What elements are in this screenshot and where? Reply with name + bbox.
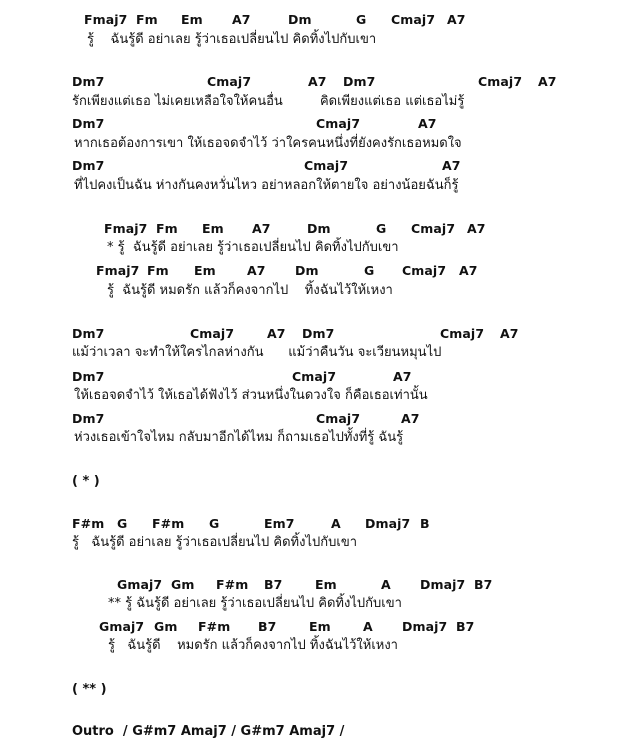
chord-label: F#m — [72, 516, 105, 531]
lyric-line: รักเพียงแต่เธอ ไม่เคยเหลือใจให้คนอื่น คิดเพียงแต่เธอ แต่เธอไม่รู้ — [72, 94, 465, 109]
lyric-line: รู้ ฉันรู้ดี หมดรัก แล้วก็คงจากไป ทิ้งฉันไว้ให้เหงา — [108, 638, 398, 653]
chord-label: A7 — [418, 116, 437, 131]
chord-label: Cmaj7 — [402, 263, 447, 278]
lyric-line: ห่วงเธอเข้าใจไหม กลับมาอีกได้ไหม ก็ถามเธอไปทั้งที่รู้ ฉันรู้ — [74, 430, 404, 445]
chord-label: Cmaj7 — [411, 221, 456, 236]
chord-label: Em — [309, 619, 331, 634]
section-marker: ( ** ) — [72, 682, 107, 697]
chord-label: Dmaj7 — [402, 619, 448, 634]
chord-label: Cmaj7 — [304, 158, 349, 173]
chord-label: G — [364, 263, 375, 278]
chord-label: G — [209, 516, 220, 531]
chord-label: A7 — [401, 411, 420, 426]
chord-label: G — [376, 221, 387, 236]
chord-label: F#m — [198, 619, 231, 634]
chord-label: Fm — [156, 221, 178, 236]
chord-label: B7 — [474, 577, 493, 592]
chord-label: Dm7 — [72, 369, 105, 384]
lyric-line: รู้ ฉันรู้ดี อย่าเลย รู้ว่าเธอเปลี่ยนไป คิดทิ้งไปกับเขา — [72, 535, 358, 550]
chord-label: Dm — [295, 263, 319, 278]
chord-label: Gm — [171, 577, 195, 592]
chord-label: A — [331, 516, 341, 531]
chord-label: Fmaj7 — [84, 12, 128, 27]
chord-label: Gm — [154, 619, 178, 634]
chord-label: Cmaj7 — [316, 411, 361, 426]
chord-label: Em — [181, 12, 203, 27]
chord-label: A7 — [232, 12, 251, 27]
lyric-line: รู้ ฉันรู้ดี หมดรัก แล้วก็คงจากไป ทิ้งฉันไว้ให้เหงา — [107, 283, 393, 298]
chord-label: A7 — [267, 326, 286, 341]
chord-label: A7 — [308, 74, 327, 89]
chord-label: A — [363, 619, 373, 634]
chord-label: A7 — [467, 221, 486, 236]
chord-label: A7 — [252, 221, 271, 236]
section-marker: ( * ) — [72, 474, 100, 489]
chord-label: Em — [202, 221, 224, 236]
lyric-line: หากเธอต้องการเขา ให้เธอจดจำไว้ ว่าใครคนหนึ่งที่ยังคงรักเธอหมดใจ — [74, 136, 462, 151]
chord-label: Em — [194, 263, 216, 278]
chord-label: Cmaj7 — [440, 326, 485, 341]
chord-label: Fmaj7 — [96, 263, 140, 278]
chord-label: A7 — [247, 263, 266, 278]
chord-label: Dm7 — [72, 326, 105, 341]
lyric-line: ให้เธอจดจำไว้ ให้เธอได้ฟังไว้ ส่วนหนึ่งในดวงใจ ก็คือเธอเท่านั้น — [74, 388, 428, 403]
chord-label: B7 — [258, 619, 277, 634]
chord-label: Cmaj7 — [292, 369, 337, 384]
lyric-line: ที่ไปคงเป็นฉัน ห่างกันคงหวั่นไหว อย่าหลอกให้ตายใจ อย่างน้อยฉันก็รู้ — [74, 178, 459, 193]
chord-label: Dm7 — [72, 74, 105, 89]
chord-label: A — [381, 577, 391, 592]
chord-label: A7 — [442, 158, 461, 173]
chord-label: Cmaj7 — [478, 74, 523, 89]
lyric-line: ** รู้ ฉันรู้ดี อย่าเลย รู้ว่าเธอเปลี่ยนไป คิดทิ้งไปกับเขา — [108, 596, 402, 611]
chord-label: B7 — [456, 619, 475, 634]
chord-label: Dm7 — [72, 158, 105, 173]
chord-label: Cmaj7 — [391, 12, 436, 27]
chord-label: B — [420, 516, 430, 531]
chord-label: A7 — [447, 12, 466, 27]
chord-label: Dm7 — [343, 74, 376, 89]
chord-label: Dm7 — [72, 116, 105, 131]
chord-label: Fm — [136, 12, 158, 27]
chord-label: Dmaj7 — [365, 516, 411, 531]
chord-label: Em — [315, 577, 337, 592]
chord-label: Gmaj7 — [117, 577, 163, 592]
chord-label: Cmaj7 — [190, 326, 235, 341]
chord-label: Dm7 — [302, 326, 335, 341]
chord-label: F#m — [152, 516, 185, 531]
lyric-line: * รู้ ฉันรู้ดี อย่าเลย รู้ว่าเธอเปลี่ยนไป คิดทิ้งไปกับเขา — [107, 240, 399, 255]
chord-label: A7 — [459, 263, 478, 278]
chord-label: B7 — [264, 577, 283, 592]
chord-label: A7 — [393, 369, 412, 384]
chord-label: Dm7 — [72, 411, 105, 426]
chord-label: Fm — [147, 263, 169, 278]
lyric-line: แม้ว่าเวลา จะทำให้ใครไกลห่างกัน แม้ว่าคืนวัน จะเวียนหมุนไป — [72, 345, 442, 360]
chord-label: G — [356, 12, 367, 27]
chord-label: G — [117, 516, 128, 531]
chord-label: Dmaj7 — [420, 577, 466, 592]
chord-label: F#m — [216, 577, 249, 592]
chord-label: Cmaj7 — [316, 116, 361, 131]
lyric-line: รู้ ฉันรู้ดี อย่าเลย รู้ว่าเธอเปลี่ยนไป คิดทิ้งไปกับเขา — [87, 32, 377, 47]
chord-label: Dm — [307, 221, 331, 236]
chord-label: Cmaj7 — [207, 74, 252, 89]
chord-label: Dm — [288, 12, 312, 27]
chord-label: A7 — [500, 326, 519, 341]
chord-label: Gmaj7 — [99, 619, 145, 634]
chord-label: A7 — [538, 74, 557, 89]
chord-label: Em7 — [264, 516, 295, 531]
section-marker: Outro / G#m7 Amaj7 / G#m7 Amaj7 / — [72, 724, 345, 739]
chord-label: Fmaj7 — [104, 221, 148, 236]
